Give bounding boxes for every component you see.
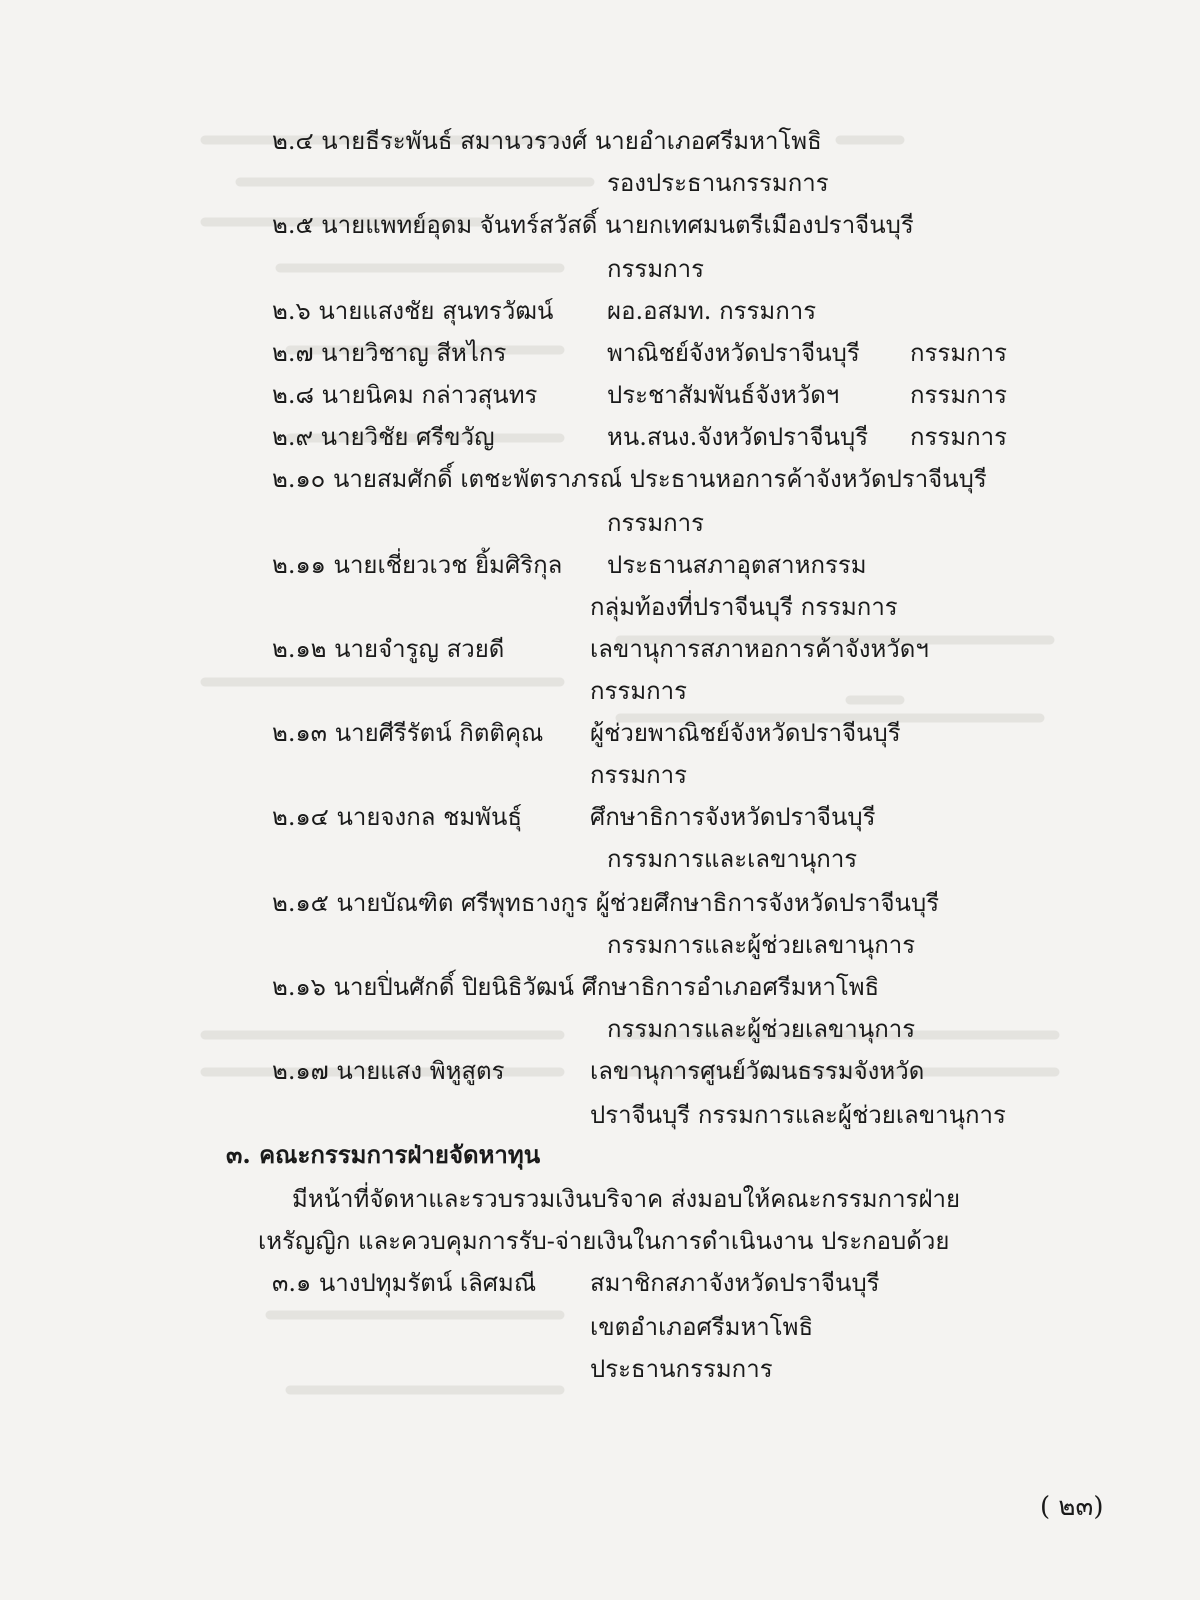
section-3-duty-line-1: มีหน้าที่จัดหาและรวบรวมเงินบริจาค ส่งมอบให้คณะกรรมการฝ่าย: [292, 1185, 961, 1213]
member-2-4-line: ๒.๔ นายธีระพันธ์ สมานวรวงศ์ นายอำเภอศรีมหาโพธิ: [272, 127, 822, 155]
member-2-8-position: ประชาสัมพันธ์จังหวัดฯ: [607, 381, 840, 409]
page-number: ( ๒๓): [1040, 1492, 1104, 1522]
member-2-9-name: ๒.๙ นายวิชัย ศรีขวัญ: [272, 423, 495, 451]
member-2-12-position: เลขานุการสภาหอการค้าจังหวัดฯ: [590, 635, 929, 663]
member-2-13-name: ๒.๑๓ นายศีรีรัตน์ กิตติคุณ: [272, 719, 544, 747]
member-2-7-name: ๒.๗ นายวิชาญ สีหไกร: [272, 339, 507, 367]
member-2-8-role: กรรมการ: [910, 381, 1008, 409]
member-2-16-line: ๒.๑๖ นายปิ่นศักดิ์ ปิยนิธิวัฒน์ ศึกษาธิการอำเภอศรีมหาโพธิ: [272, 973, 880, 1001]
member-2-6-position: ผอ.อสมท. กรรมการ: [607, 297, 817, 325]
member-2-12-role: กรรมการ: [590, 677, 688, 705]
member-2-9-position: หน.สนง.จังหวัดปราจีนบุรี: [607, 423, 869, 451]
member-2-17-name: ๒.๑๗ นายแสง พิหูสูตร: [272, 1057, 505, 1085]
member-2-11-role: กลุ่มท้องที่ปราจีนบุรี กรรมการ: [590, 593, 898, 621]
member-2-15-line: ๒.๑๕ นายบัณฑิต ศรีพุทธางกูร ผู้ช่วยศึกษาธิการจังหวัดปราจีนบุรี: [272, 889, 940, 917]
member-2-17-role: ปราจีนบุรี กรรมการและผู้ช่วยเลขานุการ: [590, 1101, 1006, 1129]
member-2-9-role: กรรมการ: [910, 423, 1008, 451]
member-2-14-name: ๒.๑๔ นายจงกล ชมพันธุ์: [272, 803, 523, 831]
member-3-1-name: ๓.๑ นางปทุมรัตน์ เลิศมณี: [272, 1269, 537, 1297]
member-2-15-role: กรรมการและผู้ช่วยเลขานุการ: [607, 931, 916, 959]
member-2-13-role: กรรมการ: [590, 761, 688, 789]
section-3-duty-line-2: เหรัญญิก และควบคุมการรับ-จ่ายเงินในการดำเนินงาน ประกอบด้วย: [258, 1227, 950, 1255]
member-2-10-role: กรรมการ: [607, 509, 705, 537]
member-2-14-role: กรรมการและเลขานุการ: [607, 845, 858, 873]
member-2-11-position: ประธานสภาอุตสาหกรรม: [607, 551, 867, 579]
member-2-12-name: ๒.๑๒ นายจำรูญ สวยดี: [272, 635, 505, 663]
member-2-4-role: รองประธานกรรมการ: [607, 169, 829, 197]
member-3-1-role: ประธานกรรมการ: [590, 1355, 773, 1383]
member-2-5-line: ๒.๕ นายแพทย์อุดม จันทร์สวัสดิ์ นายกเทศมนตรีเมืองปราจีนบุรี: [272, 211, 914, 239]
member-3-1-district: เขตอำเภอศรีมหาโพธิ: [590, 1313, 814, 1341]
member-2-7-position: พาณิชย์จังหวัดปราจีนบุรี: [607, 339, 860, 367]
member-2-10-line: ๒.๑๐ นายสมศักดิ์ เตชะพัตราภรณ์ ประธานหอการค้าจังหวัดปราจีนบุรี: [272, 465, 987, 493]
member-2-6-name: ๒.๖ นายแสงชัย สุนทรวัฒน์: [272, 297, 554, 325]
member-2-16-role: กรรมการและผู้ช่วยเลขานุการ: [607, 1015, 916, 1043]
member-3-1-position: สมาชิกสภาจังหวัดปราจีนบุรี: [590, 1269, 880, 1297]
section-3-heading: ๓. คณะกรรมการฝ่ายจัดหาทุน: [226, 1140, 541, 1169]
member-2-8-name: ๒.๘ นายนิคม กล่าวสุนทร: [272, 381, 538, 409]
member-2-11-name: ๒.๑๑ นายเชี่ยวเวช ยิ้มศิริกุล: [272, 551, 563, 579]
member-2-14-position: ศึกษาธิการจังหวัดปราจีนบุรี: [590, 803, 876, 831]
member-2-7-role: กรรมการ: [910, 339, 1008, 367]
member-2-5-role: กรรมการ: [607, 255, 705, 283]
member-2-17-position: เลขานุการศูนย์วัฒนธรรมจังหวัด: [590, 1057, 925, 1085]
member-2-13-position: ผู้ช่วยพาณิชย์จังหวัดปราจีนบุรี: [590, 719, 901, 747]
